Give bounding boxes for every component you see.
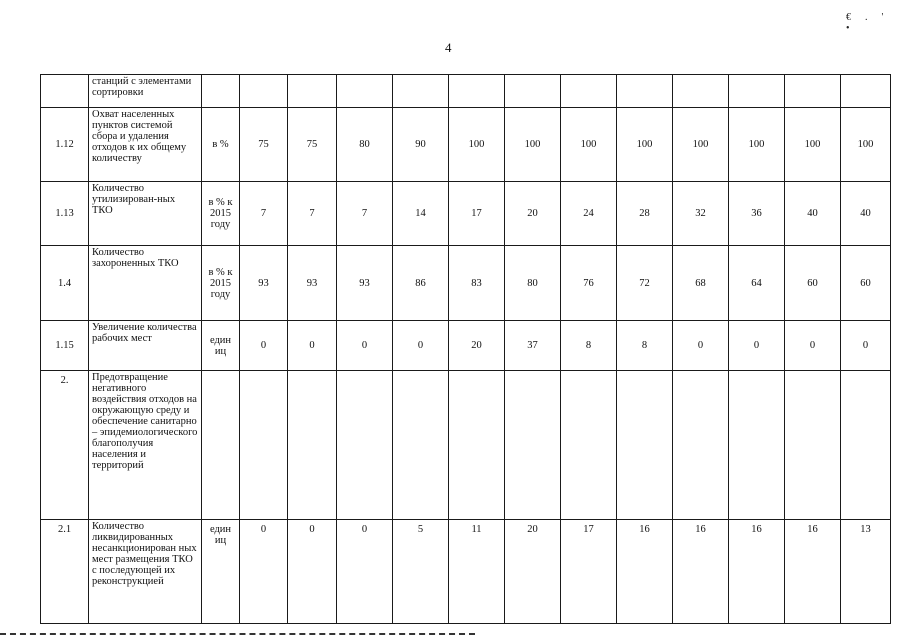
value-cell: 0 — [673, 321, 729, 371]
value-cell: 0 — [240, 321, 288, 371]
value-cell — [449, 371, 505, 520]
value-cell: 16 — [673, 520, 729, 624]
value-cell: 16 — [785, 520, 841, 624]
value-cell: 20 — [505, 520, 561, 624]
value-cell: 11 — [449, 520, 505, 624]
value-cell: 28 — [617, 182, 673, 246]
value-cell — [673, 75, 729, 108]
value-cell: 40 — [785, 182, 841, 246]
value-cell: 0 — [393, 321, 449, 371]
indicators-table — [40, 74, 891, 624]
table-row — [41, 75, 891, 108]
value-cell — [673, 371, 729, 520]
value-cell — [729, 75, 785, 108]
value-cell: 100 — [449, 108, 505, 182]
value-cell: 0 — [841, 321, 891, 371]
value-cell — [288, 371, 337, 520]
value-cell: 8 — [561, 321, 617, 371]
value-cell: 0 — [785, 321, 841, 371]
unit-cell: в % — [202, 108, 240, 182]
unit-cell — [202, 371, 240, 520]
indicator-name: Предотвращение негативного воздействия отходов на окружающую среду и обеспечение санитарно – эпидемиологического благополучия населения и территорий — [89, 371, 202, 520]
value-cell — [561, 75, 617, 108]
value-cell: 93 — [240, 246, 288, 321]
table-row — [41, 321, 891, 371]
indicator-name: Количество захороненных ТКО — [89, 246, 202, 321]
value-cell: 72 — [617, 246, 673, 321]
table-row — [41, 371, 891, 520]
value-cell: 0 — [729, 321, 785, 371]
value-cell — [393, 371, 449, 520]
row-number: 2. — [41, 371, 89, 520]
value-cell: 100 — [729, 108, 785, 182]
value-cell: 64 — [729, 246, 785, 321]
value-cell: 75 — [288, 108, 337, 182]
value-cell: 40 — [841, 182, 891, 246]
value-cell: 93 — [288, 246, 337, 321]
table-row — [41, 182, 891, 246]
value-cell: 7 — [337, 182, 393, 246]
row-number: 1.15 — [41, 321, 89, 371]
table-row — [41, 108, 891, 182]
value-cell: 20 — [449, 321, 505, 371]
value-cell — [449, 75, 505, 108]
value-cell — [561, 371, 617, 520]
value-cell: 100 — [673, 108, 729, 182]
indicator-name: станций с элементами сортировки — [89, 75, 202, 108]
value-cell — [841, 75, 891, 108]
value-cell: 68 — [673, 246, 729, 321]
corner-marks: €.' • — [846, 12, 898, 34]
page-bottom-rule — [0, 633, 475, 635]
value-cell: 13 — [841, 520, 891, 624]
value-cell — [617, 75, 673, 108]
value-cell — [288, 75, 337, 108]
value-cell: 93 — [337, 246, 393, 321]
page-number: 4 — [445, 40, 452, 55]
value-cell: 0 — [288, 321, 337, 371]
value-cell — [785, 75, 841, 108]
value-cell: 100 — [505, 108, 561, 182]
value-cell: 80 — [505, 246, 561, 321]
value-cell: 16 — [617, 520, 673, 624]
value-cell: 100 — [561, 108, 617, 182]
value-cell: 37 — [505, 321, 561, 371]
value-cell: 0 — [337, 520, 393, 624]
value-cell — [240, 371, 288, 520]
value-cell — [337, 75, 393, 108]
row-number: 1.12 — [41, 108, 89, 182]
value-cell: 7 — [240, 182, 288, 246]
indicator-name: Количество утилизирован-ных ТКО — [89, 182, 202, 246]
value-cell: 16 — [729, 520, 785, 624]
value-cell: 0 — [240, 520, 288, 624]
row-number: 1.13 — [41, 182, 89, 246]
unit-cell: в % к 2015 году — [202, 182, 240, 246]
value-cell — [729, 371, 785, 520]
value-cell: 100 — [785, 108, 841, 182]
value-cell: 5 — [393, 520, 449, 624]
value-cell: 0 — [288, 520, 337, 624]
row-number: 2.1 — [41, 520, 89, 624]
indicator-name: Увеличение количества рабочих мест — [89, 321, 202, 371]
value-cell: 90 — [393, 108, 449, 182]
unit-cell — [202, 75, 240, 108]
row-number: 1.4 — [41, 246, 89, 321]
value-cell: 17 — [449, 182, 505, 246]
indicator-name: Количество ликвидированных несанкционирован ных мест размещения ТКО с последующей их реконструкцией — [89, 520, 202, 624]
unit-cell: един иц — [202, 321, 240, 371]
value-cell: 100 — [841, 108, 891, 182]
value-cell: 75 — [240, 108, 288, 182]
value-cell: 24 — [561, 182, 617, 246]
value-cell — [240, 75, 288, 108]
value-cell — [337, 371, 393, 520]
value-cell: 76 — [561, 246, 617, 321]
row-number — [41, 75, 89, 108]
value-cell: 83 — [449, 246, 505, 321]
value-cell: 7 — [288, 182, 337, 246]
table-row — [41, 246, 891, 321]
indicator-name: Охват населенных пунктов системой сбора и удаления отходов к их общему количеству — [89, 108, 202, 182]
unit-cell: един иц — [202, 520, 240, 624]
value-cell — [841, 371, 891, 520]
value-cell: 100 — [617, 108, 673, 182]
value-cell — [617, 371, 673, 520]
value-cell: 60 — [785, 246, 841, 321]
table-row — [41, 520, 891, 624]
value-cell: 8 — [617, 321, 673, 371]
value-cell: 36 — [729, 182, 785, 246]
unit-cell: в % к 2015 году — [202, 246, 240, 321]
value-cell: 20 — [505, 182, 561, 246]
value-cell — [505, 75, 561, 108]
value-cell — [785, 371, 841, 520]
value-cell: 14 — [393, 182, 449, 246]
value-cell: 0 — [337, 321, 393, 371]
value-cell: 86 — [393, 246, 449, 321]
value-cell: 32 — [673, 182, 729, 246]
value-cell: 60 — [841, 246, 891, 321]
value-cell: 17 — [561, 520, 617, 624]
value-cell: 80 — [337, 108, 393, 182]
value-cell — [393, 75, 449, 108]
value-cell — [505, 371, 561, 520]
